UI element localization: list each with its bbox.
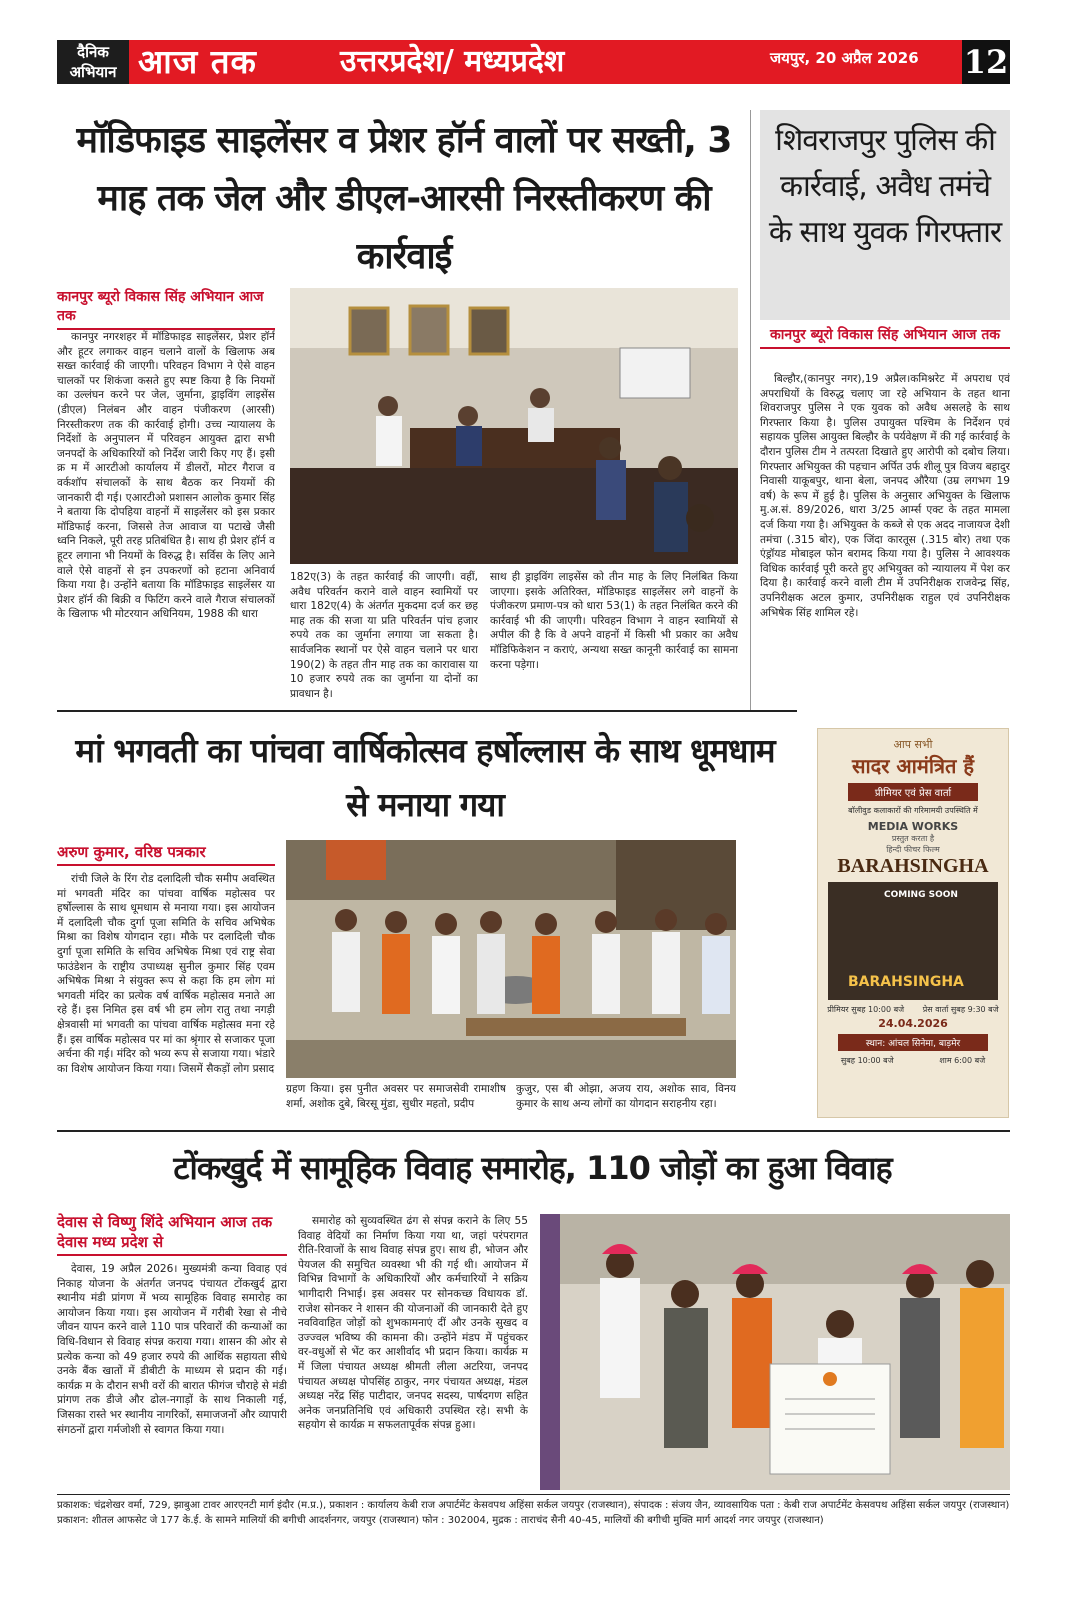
story3-col3: कुजुर, एस बी ओझा, अजय राय, अशोक साव, विनय कुमार के साथ अन्य लोगों का योगदान सराहनीय रहा। [516,1083,736,1110]
story3-col1: रांची जिले के रिंग रोड दलादिली चौक समीप अवस्थित मां भगवती मंदिर का पांचवा वार्षिक महोत्सव पर हर्षोल्लास के साथ धूमधाम से मनाया गया। इस आयोजन में दलादिली चौक दुर्गा पूजा समिति के सचिव अभिषेक मिश्रा का विशेष योगदान रहा। मौके पर दलादिली चौक दुर्गा पूजा समिति के सचिव अभिषेक मिश्रा एवं राष्ट्र सेवा फाउंडेशन के राष्ट्रीय उपाध्यक्ष सुनील कुमार सिंह एवम अभिषेक मिश्रा ने संयुक्त रूप से कहा कि हम लोग मां भगवती मंदिर का प्रत्येक वर्ष वार्षिक महोत्सव मनाते आ रहे हैं। इस निमित इस वर्ष भी हम लोग रातु तथा नगड़ी क्षेत्रवासी मां भगवती का पांचवा वार्षिक महोत्सव मना रहे हैं। इस वार्षिक महोत्सव पर मां का श्रृंगार से सजाकर पूजा अर्चना की गई। मंदिर को भव्य रूप से सजाया गया। भंडारे का विशेष आयोजन किया गया। जिसमें सैकड़ों लोग प्रसाद [57,873,275,1075]
ad-venue: स्थान: आंचल सिनेमा, बाड़मेर [838,1034,988,1051]
dateline: जयपुर, 20 अप्रैल 2026 [770,49,919,67]
brand-name: आज तक [138,42,257,81]
ad-poster-title: BARAHSINGHA [848,974,964,990]
ad-date: 24.04.2026 [878,1017,948,1030]
story3-byline: अरुण कुमार, वरिष्ठ पत्रकार [57,842,275,866]
section-title: उत्तरप्रदेश/ मध्यप्रदेश [340,44,565,79]
ad-show-1: सुबह 10:00 बजे [840,1056,894,1065]
ad-coming-soon: COMING SOON [884,890,958,900]
story1-byline: कानपुर ब्यूरो विकास सिंह अभियान आज तक [57,288,275,330]
ad-top: आप सभी [893,738,933,751]
story4-byline: देवास से विष्णु शिंदे अभियान आज तक देवास मध्य प्रदेश से [57,1212,287,1256]
story4-headline: टोंकखुर्द में सामूहिक विवाह समारोह, 110 जोड़ों का हुआ विवाह [173,1149,892,1187]
section-divider [57,710,797,712]
brand-line-1: दैनिक [77,43,109,61]
story1-col3: साथ ही ड्राइविंग लाइसेंस को तीन माह के लिए निलंबित किया जाएगा। इसके अतिरिक्त, मॉडिफाइड साइलेंसर लगे वाहनों के पंजीकरण प्रमाण-पत्र को धारा 53(1) के तहत निलंबित करने की कार्रवाई भी की जाएगी। परिवहन विभाग ने वाहन स्वामियों से अपील की है कि वे अपने वाहनों में किसी भी प्रकार का अवैध मॉडिफिकेशन न कराएं, अन्यथा सख्त कानूनी कार्रवाई का सामना करना पड़ेगा। [490,571,738,671]
ad-presents: प्रस्तुत करता है [891,834,935,843]
ad-company: MEDIA WORKS [867,820,959,833]
ad-film-type: हिन्दी फीचर फिल्म [886,845,940,854]
ad-poster [828,882,998,1000]
story2-byline: कानपुर ब्यूरो विकास सिंह अभियान आज तक [760,326,1010,349]
story1-col2: 182ए(3) के तहत कार्रवाई की जाएगी। वहीं, अवैध परिवर्तन कराने वाले वाहन स्वामियों पर धारा 182ए(4) के अंतर्गत मुकदमा दर्ज कर छह माह तक की सजा या प्रति परिवर्तन पांच हजार रुपये तक का जुर्माना लगाया जा सकता है। सार्वजनिक स्थानों पर ऐसे वाहन चलाने पर धारा 190(2) के तहत तीन माह तक का कारावास या 10 हजार रुपये तक का जुर्माना या दोनों का प्रावधान है। [290,571,478,700]
brand-line-2: अभियान [69,63,117,81]
story1-photo [290,288,738,564]
imprint-footer: प्रकाशक: चंद्रशेखर वर्मा, 729, झाबुआ टावर आरएनटी मार्ग इंदौर (म.प्र.), प्रकाशन : कार्यालय केबी राज अपार्टमेंट केसवपथ अहिंसा सर्कल जयपुर (राजस्थान), संपादक : संजय जैन, व्यावसायिक पता : केबी राज अपार्टमेंट केसवपथ अहिंसा सर्कल जयपुर (राजस्थान) प्रकाशन: शीतल आफसेट जे 177 के.ई. के सामने मालियों की बगीची आदर्शनगर, जयपुर (राजस्थान) फोन : 302004, मुद्रक : ताराचंद सैनी 40-45, मालियों की बगीची मुक्ति मार्ग आदर्श नगर जयपुर (राजस्थान) [57,1500,1010,1526]
story1-col1: कानपुर नगरशहर में मॉडिफाइड साइलेंसर, प्रेशर हॉर्न और हूटर लगाकर वाहन चलाने वालों के खिलाफ अब सख्त कार्रवाई की जाएगी। परिवहन विभाग ने ऐसे वाहन चालकों पर शिकंजा कसते हुए स्पष्ट किया है कि नियमों का उल्लंघन करने पर जेल, जुर्माना, ड्राइविंग लाइसेंस (डीएल) निलंबन और वाहन पंजीकरण (आरसी) निरस्तीकरण तक की कार्रवाई होगी। उच्च न्यायालय के निर्देशों के अनुपालन में परिवहन आयुक्त द्वारा सभी जनपदों के अधिकारियों को निर्देश जारी किए गए हैं। इसी क्र म में आरटीओ कार्यालय में डीलरों, मोटर गैराज व वर्कशॉप संचालकों के साथ बैठक कर नियमों की जानकारी दी गई। एआरटीओ प्रशासन आलोक कुमार सिंह ने बताया कि दोपहिया वाहनों में साइलेंसर को इस प्रकार मॉडिफाई करना, जिससे तेज आवाज या पटाखे जैसी ध्वनि निकले, पूरी तरह प्रतिबंधित है। साथ ही प्रेशर हॉर्न व हूटर लगाना भी नियमों के विरुद्ध है। सर्विस के लिए आने वाले ऐसे वाहनों से इन उपकरणों को हटाना अनिवार्य किया गया है। उन्होंने बताया कि मॉडिफाइड साइलेंसर या प्रेशर हॉर्न की बिक्री व फिटिंग करने वाले गैराज संचालकों के खिलाफ भी मोटरयान अधिनियम, 1988 की धारा [57,331,275,621]
story4-col2: समारोह को सुव्यवस्थित ढंग से संपन्न कराने के लिए 55 विवाह वेदियों का निर्माण किया गया था, जहां परंपरागत रीति-रिवाजों के साथ विवाह संपन्न हुए। साथ ही, भोजन और पेयजल की समुचित व्यवस्था भी की गई थी। आयोजन में विभिन्न विभागों के अधिकारियों और कर्मचारियों ने सक्रिय भागीदारी निभाई। इस अवसर पर सोनकच्छ विधायक डॉ. राजेश सोनकर ने शासन की योजनाओं की जानकारी देते हुए नवविवाहित जोड़ों को शुभकामनाएं दीं और उनके सुखद व उज्ज्वल भविष्य की कामना की। उन्होंने मंडप में पहुंचकर वर-वधुओं से भेंट कर आशीर्वाद भी प्रदान किया। कार्यक्र म में जिला पंचायत अध्यक्ष श्रीमती लीला अटरिया, जनपद पंचायत अध्यक्ष पोपसिंह ठाकुर, नगर पंचायत अध्यक्ष, मंडल अध्यक्ष नरेंद्र सिंह पाटीदार, जनपद सदस्य, पार्षदगण सहित अनेक जनप्रतिनिधि एवं अधिकारी उपस्थित रहे। सभी के सहयोग से कार्यक्र म सफलतापूर्वक संपन्न हुआ। [298,1215,528,1432]
story1-headline: मॉडिफाइड साइलेंसर व प्रेशर हॉर्न वालों पर सख्ती, 3 माह तक जेल और डीएल-आरसी निरस्तीकरण की कार्रवाई [76,120,732,277]
ad-show-2: शाम 6:00 बजे [939,1056,986,1065]
story4-col1: देवास, 19 अप्रैल 2026। मुख्यमंत्री कन्या विवाह एवं निकाह योजना के अंतर्गत जनपद पंचायत टोंकखुर्द द्वारा स्थानीय मंडी प्रांगण में भव्य सामूहिक विवाह समारोह का आयोजन किया गया। इस आयोजन में गरीबी रेखा से नीचे जीवन यापन करने वाले 110 पात्र परिवारों की कन्याओं का विधि-विधान से विवाह संपन्न कराया गया। शासन की ओर से प्रत्येक कन्या को 49 हजार रुपये की आर्थिक सहायता सीधे उनके बैंक खातों में डीबीटी के माध्यम से प्रदान की गई। कार्यक्र म के दौरान सभी वरों की बारात फीगंज चौराहे से मंडी प्रांगण तक डीजे और ढोल-नगाड़ों के साथ निकाली गई, जिसका रास्ते भर स्थानीय नागरिकों, समाजजनों और व्यापारी संगठनों द्वारा गर्मजोशी से स्वागत किया गया। [57,1263,287,1436]
section-divider-2 [57,1130,1010,1132]
ad-sub: बॉलीवुड कलाकारों की गरिमामयी उपस्थिति में [848,806,978,815]
story3-headline: मां भगवती का पांचवा वार्षिकोत्सव हर्षोल्लास के साथ धूमधाम से मनाया गया [75,731,775,824]
ad-premiere-time: प्रीमियर सुबह 10:00 बजे [827,1005,905,1014]
ad-press-time: प्रेस वार्ता सुबह 9:30 बजे [922,1005,999,1014]
brand-logo [57,40,129,84]
ad-invite: सादर आमंत्रित हैं [851,754,975,778]
story2-headline: शिवराजपुर पुलिस की कार्रवाई, अवैध तमंचे के साथ युवक गिरफ्तार [768,123,1002,250]
story4-photo [540,1214,1010,1490]
story2-body: बिल्हौर,(कानपुर नगर),19 अप्रैल।कमिश्नरेट में अपराध एवं अपराधियों के विरुद्ध चलाए जा रहे अभियान के तहत थाना शिवराजपुर पुलिस ने एक युवक को अवैध असलहे के साथ गिरफ्तार किया है। पुलिस उपायुक्त पश्चिम के निर्देशन एवं सहायक पुलिस आयुक्त बिल्हौर के पर्यवेक्षण में की गई कार्रवाई के दौरान पुलिस टीम ने तत्परता दिखाते हुए आरोपी को दबोच लिया। गिरफ्तार अभियुक्त की पहचान अर्पित उर्फ शीलू पुत्र विजय बहादुर निवासी याकूबपुर, थाना बेला, जनपद औरैया (उम्र लगभग 19 वर्ष) के रूप में हुई है। पुलिस के अनुसार अभियुक्त के खिलाफ मु.अ.सं. 89/2026, धारा 3/25 आर्म्स एक्ट के तहत मामला दर्ज किया गया है। अभियुक्त के कब्जे से एक अदद नाजायज देशी तमंचा (.315 बोर), एक जिंदा कारतूस (.315 बोर) तथा एक एंड्रॉयड मोबाइल फोन बरामद किया गया है। पुलिस ने आवश्यक विधिक कार्रवाई पूरी करते हुए अभियुक्त को न्यायालय में पेश कर दिया है। कार्रवाई करने वाली टीम में उपनिरीक्षक राजवेन्द्र सिंह, उपनिरीक्षक अटल कुमार, उपनिरीक्षक राहुल एवं उपनिरीक्षक अभिषेक सिंह शामिल रहे। [760,373,1010,619]
story3-photo [286,840,736,1078]
ad-event: प्रीमियर एवं प्रेस वार्ता [848,783,978,801]
story3-col2: ग्रहण किया। इस पुनीत अवसर पर समाजसेवी रामाशीष शर्मा, अशोक दुबे, बिरसू मुंडा, सुधीर महतो, प्रदीप [286,1083,506,1110]
footer-rule [57,1494,1010,1495]
ad-film-title: BARAHSINGHA [837,855,989,877]
column-divider [750,110,751,710]
film-advertisement [817,728,1009,1118]
page-number: 12 [962,40,1010,84]
